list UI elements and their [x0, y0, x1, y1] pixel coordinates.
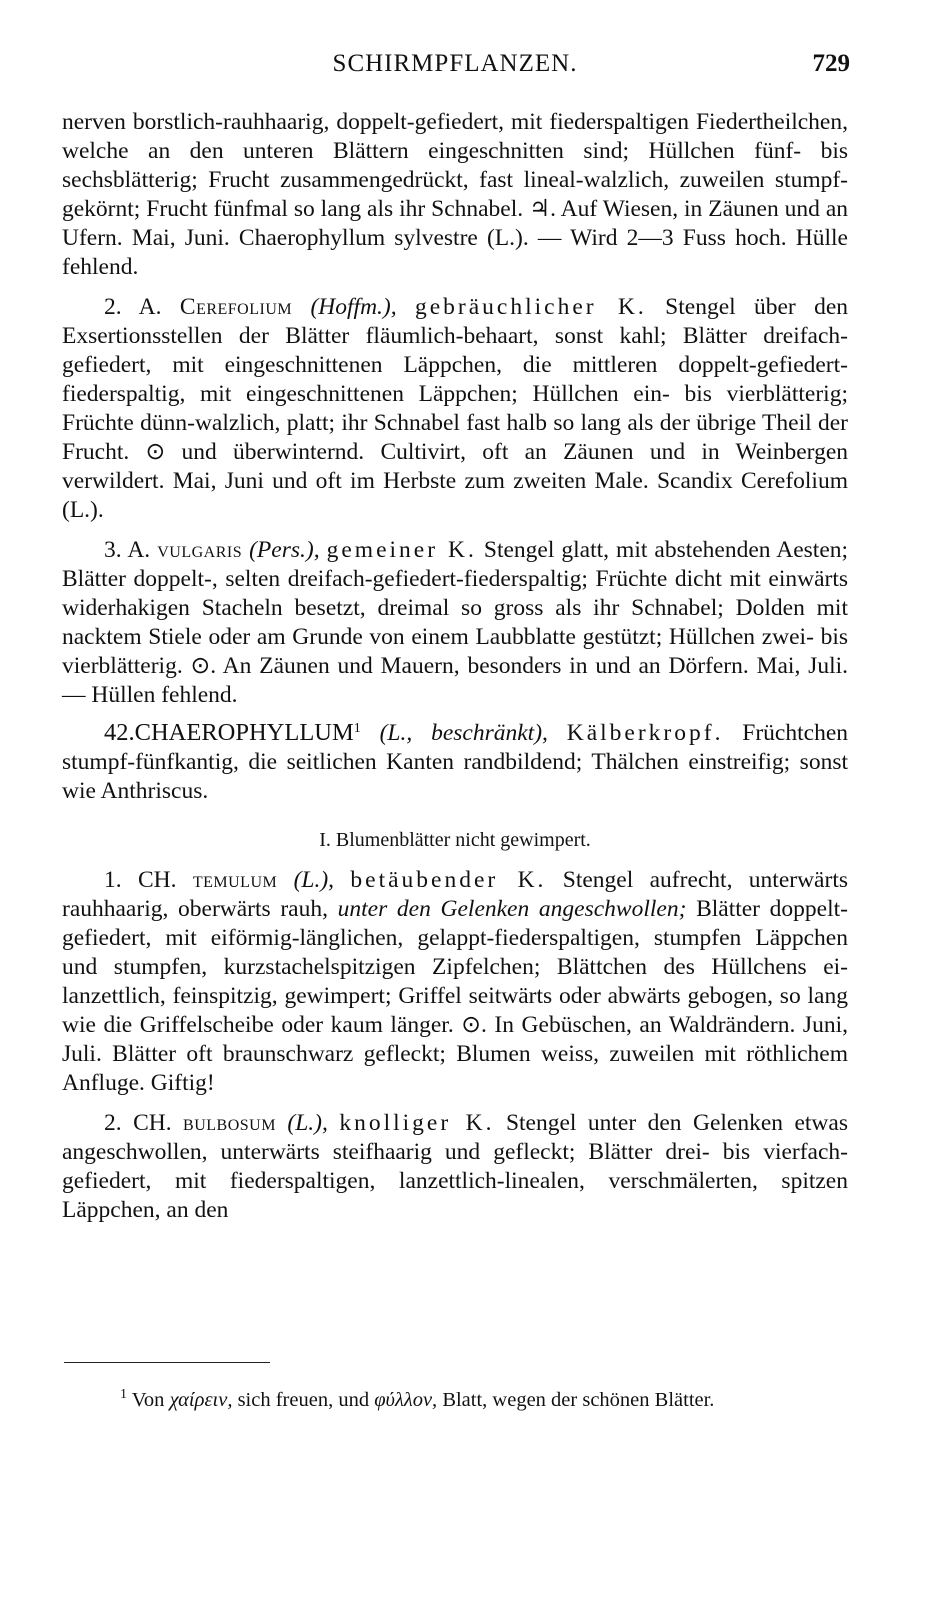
footnote — [64, 1386, 850, 1414]
running-title: SCHIRMPFLANZEN. — [332, 50, 578, 77]
species-entry-cerefolium — [62, 293, 848, 525]
species-description-start: Stengel aufrecht, unterwärts rauhhaarig, oberwärts rauh, — [62, 867, 848, 922]
species-description: Stengel über den Exsertionsstellen der Blätter fläumlich-behaart, sonst kahl; Blätter dreifach-gefiedert, mit eingeschnittenen Läppchen, die mittleren doppelt-gefiedert-fiederspaltig, mit eingeschnittenen Läppchen; Hüllchen ein- bis vierblätterig; Früchte dünn-walzlich, platt; ihr Schnabel fast halb so lang als der übrige Theil der Frucht. ⊙ und überwinternd. Cultivirt, oft an Zäunen und in Weinbergen verwildert. Mai, Juni und oft im Herbste zum zweiten Male. Scandix Cerefolium (L.). — [62, 294, 849, 523]
species-name: vulgaris — [157, 537, 243, 563]
genus-entry-chaerophyllum — [62, 718, 848, 806]
genus-description: Früchtchen stumpf-fünfkantig, die seitlichen Kanten randbildend; Thälchen einstreifig; sonst wie Anthriscus. — [62, 720, 848, 804]
species-author: (L.), — [287, 1110, 328, 1136]
species-entry-temulum — [62, 866, 848, 1098]
species-description-italic: unter den Gelenken angeschwollen; — [337, 896, 687, 922]
common-name: knolliger K. — [339, 1110, 495, 1136]
species-description: Stengel glatt, mit abstehenden Aesten; Blätter doppelt-, selten dreifach-gefiedert-fiederspaltig; Früchte dicht mit einwärts widerhakigen Stacheln besetzt, dreimal so gross als ihr Schnabel; Dolden mit nacktem Stiele oder am Grunde von einem Laubblatte gestützt; Hüllchen zwei- bis vierblätterig. ⊙. An Zäunen und Mauern, besonders in und an Dörfern. Mai, Juli. — Hüllen fehlend. — [62, 537, 849, 708]
page-number: 729 — [812, 50, 850, 77]
species-number: 1. CH. — [104, 867, 177, 893]
species-description-end: Blätter doppelt-gefiedert, mit eiförmig-länglichen, gelappt-fiederspaltigen, stumpfen Läppchen und stumpfen, kurzstachelspitzigen Zipfelchen; Blättchen des Hüllchens ei-lanzettlich, feinspitzig, gewimpert; Griffel seitwärts oder abwärts gebogen, so lang wie die Griffelscheibe oder kaum länger. ⊙. In Gebüschen, an Waldrändern. Juni, Juli. Blätter oft braunschwarz gefleckt; Blumen weiss, zuweilen mit röthlichem Anfluge. Giftig! — [62, 896, 848, 1096]
species-author: (L.), — [293, 867, 335, 893]
species-number: 2. CH. — [104, 1110, 172, 1136]
continued-paragraph — [62, 108, 848, 282]
common-name: betäubender K. — [350, 867, 547, 893]
genus-author: (L., beschränkt), — [379, 720, 548, 746]
common-name: gemeiner K. — [326, 537, 477, 563]
common-name: gebräuchlicher K. — [415, 294, 647, 320]
species-name: temulum — [192, 867, 278, 893]
footnote-text-mid: sich freuen, und — [237, 1389, 370, 1411]
greek-word-chairein: χαίρειν, — [169, 1389, 233, 1411]
genus-number: 42. — [104, 719, 135, 746]
genus-common-name: Kälberkropf. — [566, 720, 724, 746]
species-author: (Pers.), — [249, 537, 320, 563]
page-body — [62, 108, 848, 1225]
species-author: (Hoffm.), — [310, 294, 397, 320]
footnote-marker: 1 — [353, 721, 361, 736]
footnote-number: 1 — [120, 1387, 127, 1402]
species-name: bulbosum — [183, 1110, 276, 1136]
footnote-text-post: Blatt, wegen der schönen Blätter. — [442, 1389, 715, 1411]
page-header — [60, 46, 850, 86]
footnote-text-pre: Von — [131, 1389, 165, 1411]
genus-name: CHAEROPHYLLUM — [134, 719, 354, 746]
species-description: Stengel unter den Gelenken etwas angeschwollen, unterwärts steifhaarig und gefleckt; Blätter drei- bis vierfach-gefiedert, mit fiederspaltigen, lanzettlich-linealen, verschmälerten, spitzen Läppchen, an den — [62, 1110, 848, 1223]
species-name: Cerefolium — [179, 294, 293, 320]
species-number: 3. A. — [104, 537, 151, 563]
species-number: 2. A. — [104, 294, 162, 320]
species-entry-vulgaris — [62, 536, 848, 710]
footnote-divider — [64, 1362, 270, 1363]
species-entry-bulbosum — [62, 1109, 848, 1225]
section-heading: I. Blumenblätter nicht gewimpert. — [319, 829, 591, 851]
greek-word-phyllon: φύλλον, — [374, 1389, 438, 1411]
continued-text: nerven borstlich-rauhhaarig, doppelt-gefiedert, mit fiederspaltigen Fiedertheilchen, welche an den unteren Blättern eingeschnitten sind; Hüllchen fünf- bis sechsblätterig; Frucht zusammengedrückt, fast lineal-walzlich, zuweilen stumpf-gekörnt; Frucht fünfmal so lang als ihr Schnabel. ♃. Auf Wiesen, in Zäunen und an Ufern. Mai, Juni. Chaerophyllum sylvestre (L.). — Wird 2—3 Fuss hoch. Hülle fehlend. — [62, 109, 848, 280]
